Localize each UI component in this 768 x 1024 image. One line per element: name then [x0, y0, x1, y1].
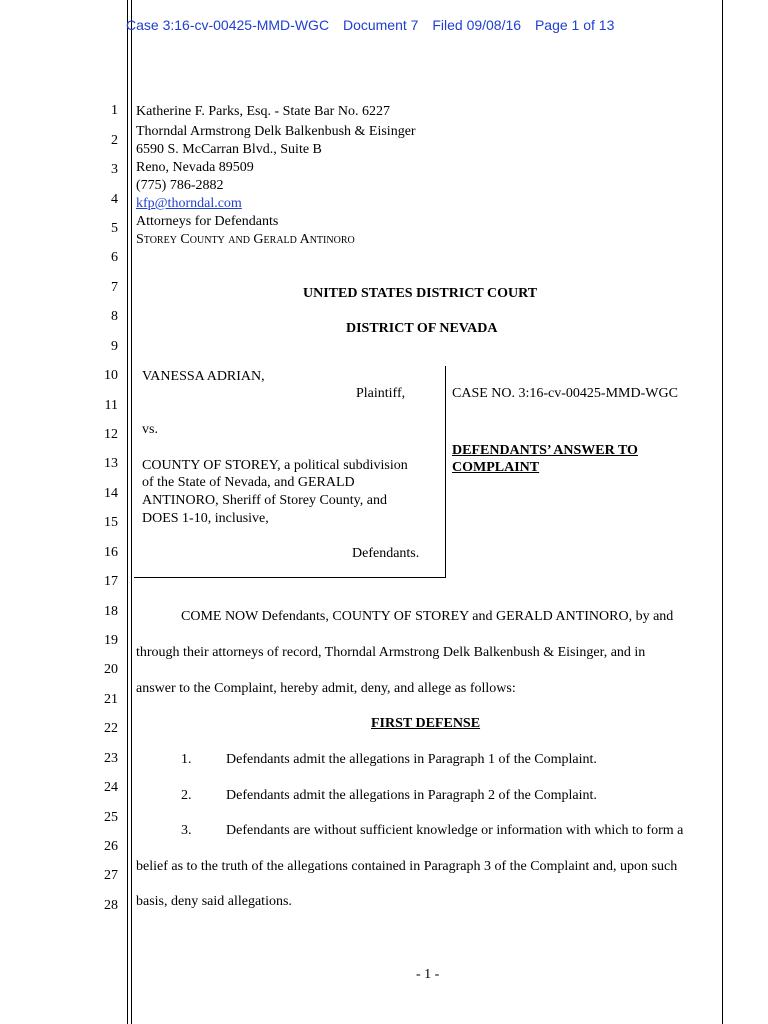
right-margin-rule [722, 0, 723, 1024]
attorney-name: Katherine F. Parks, Esq. - State Bar No. 6227 [136, 104, 390, 119]
paragraph-text: Defendants admit the allegations in Paragraph 2 of the Complaint. [226, 788, 597, 803]
line-number: 15 [104, 515, 118, 530]
line-number: 6 [111, 250, 118, 265]
case-number: CASE NO. 3:16-cv-00425-MMD-WGC [452, 386, 678, 401]
first-defense-heading: FIRST DEFENSE [371, 716, 481, 731]
header-page-count: Page 1 of 13 [534, 17, 615, 33]
paragraph-text-continued: belief as to the truth of the allegations contained in Paragraph 3 of the Complaint and, upon such [136, 859, 678, 874]
document-title-line-1: DEFENDANTS’ ANSWER TO [452, 443, 638, 458]
defendants-label: Defendants. [352, 546, 420, 561]
line-number: 10 [104, 368, 118, 383]
line-number: 7 [111, 280, 118, 295]
line-number: 17 [104, 574, 118, 589]
line-number: 18 [104, 604, 118, 619]
versus-label: vs. [142, 422, 158, 437]
line-number: 3 [111, 162, 118, 177]
defendants-line: ANTINORO, Sheriff of Storey County, and [142, 493, 387, 508]
caption-divider-vertical [445, 366, 446, 578]
paragraph-text: Defendants admit the allegations in Paragraph 1 of the Complaint. [226, 752, 597, 767]
client-names: Storey County and Gerald Antinoro [136, 232, 355, 247]
line-number: 11 [104, 398, 118, 413]
address-line-2: Reno, Nevada 89509 [136, 160, 254, 175]
paragraph-text: Defendants are without sufficient knowledge or information with which to form a [226, 823, 684, 838]
line-number: 13 [104, 456, 118, 471]
intro-paragraph-line: through their attorneys of record, Thorndal Armstrong Delk Balkenbush & Eisinger, and in [136, 645, 646, 660]
ecf-header-stamp [126, 17, 624, 33]
page-number-footer: - 1 - [416, 967, 440, 982]
line-number: 28 [104, 898, 118, 913]
line-number: 21 [104, 692, 118, 707]
defendants-line: COUNTY OF STOREY, a political subdivision [142, 458, 408, 473]
line-number: 4 [111, 192, 118, 207]
paragraph-number: 3. [181, 823, 192, 838]
phone-number: (775) 786-2882 [136, 178, 224, 193]
line-number: 8 [111, 309, 118, 324]
line-number: 2 [111, 133, 118, 148]
plaintiff-name: VANESSA ADRIAN, [142, 369, 265, 384]
left-margin-rule-outer [127, 0, 128, 1024]
line-number: 27 [104, 868, 118, 883]
line-number: 26 [104, 839, 118, 854]
paragraph-number: 1. [181, 752, 192, 767]
header-case-number: Case 3:16-cv-00425-MMD-WGC [126, 17, 330, 33]
plaintiff-label: Plaintiff, [356, 386, 406, 401]
defendants-line: of the State of Nevada, and GERALD [142, 475, 355, 490]
address-line-1: 6590 S. McCarran Blvd., Suite B [136, 142, 322, 157]
caption-divider-horizontal [134, 577, 446, 578]
attorneys-for-label: Attorneys for Defendants [136, 214, 279, 229]
document-title-line-2: COMPLAINT [452, 460, 540, 475]
line-number: 12 [104, 427, 118, 442]
court-district: DISTRICT OF NEVADA [346, 321, 498, 336]
line-number: 5 [111, 221, 118, 236]
law-firm-name: Thorndal Armstrong Delk Balkenbush & Eisinger [136, 124, 416, 139]
paragraph-number: 2. [181, 788, 192, 803]
line-number: 1 [111, 103, 118, 118]
line-number: 22 [104, 721, 118, 736]
intro-paragraph-line: COME NOW Defendants, COUNTY OF STOREY and GERALD ANTINORO, by and [181, 609, 674, 624]
line-number: 14 [104, 486, 118, 501]
line-number: 25 [104, 810, 118, 825]
court-name: UNITED STATES DISTRICT COURT [303, 286, 538, 301]
line-number: 24 [104, 780, 118, 795]
header-document: Document 7 [342, 17, 419, 33]
line-number: 19 [104, 633, 118, 648]
left-margin-rule-inner [131, 0, 132, 1024]
paragraph-text-continued: basis, deny said allegations. [136, 894, 292, 909]
line-number: 9 [111, 339, 118, 354]
header-filed-date: Filed 09/08/16 [432, 17, 522, 33]
line-number: 20 [104, 662, 118, 677]
intro-paragraph-line: answer to the Complaint, hereby admit, deny, and allege as follows: [136, 681, 516, 696]
line-number: 23 [104, 751, 118, 766]
line-number: 16 [104, 545, 118, 560]
email-link[interactable]: kfp@thorndal.com [136, 196, 242, 211]
defendants-line: DOES 1-10, inclusive, [142, 511, 269, 526]
